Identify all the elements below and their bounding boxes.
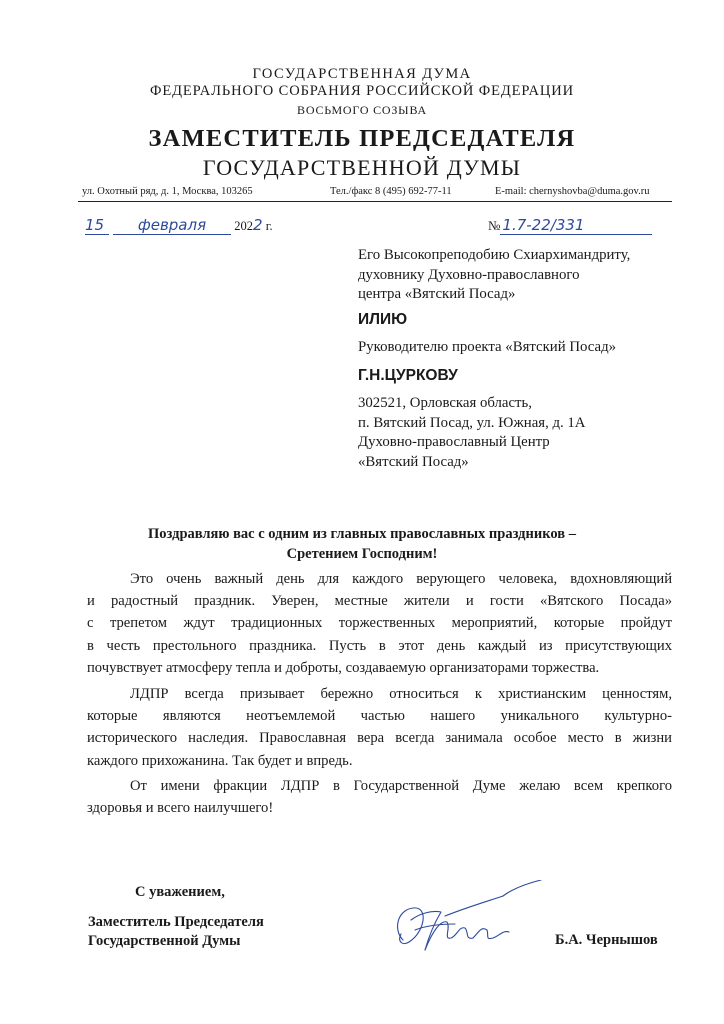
addressee-line: центра «Вятский Посад»	[358, 286, 516, 302]
postal-line: «Вятский Посад»	[358, 453, 469, 470]
closing-regards: С уважением,	[135, 884, 225, 900]
postal-address	[358, 394, 585, 472]
paragraph-line: здоровья и всего наилучшего!	[87, 800, 274, 817]
number-sign: №	[488, 218, 501, 233]
date-year-suffix: г.	[265, 219, 273, 233]
header-convocation: ВОСЬМОГО СОЗЫВА	[297, 103, 427, 117]
header-divider	[78, 201, 672, 202]
date-month: февраля	[113, 216, 231, 235]
contact-address: ул. Охотный ряд, д. 1, Москва, 103265	[82, 186, 253, 197]
paragraph-line: почувствует атмосферу тепла и доброты, создаваемую организаторами торжества.	[87, 659, 600, 676]
registration-date	[85, 216, 273, 235]
number-value: 1.7-22/331	[500, 216, 652, 235]
header-org-line2: ФЕДЕРАЛЬНОГО СОБРАНИЯ РОССИЙСКОЙ ФЕДЕРАЦИИ	[149, 83, 575, 99]
registration-number	[488, 216, 652, 235]
paragraph-line: с трепетом ждут традиционных торжественных мероприятий, которые пройдут	[87, 615, 672, 632]
addressee-block-1	[358, 246, 630, 305]
paragraph-line: каждого прихожанина. Так будет и впредь.	[87, 752, 353, 769]
signer-name: Б.А. Чернышов	[555, 932, 658, 948]
paragraph-line: Это очень важный день для каждого верующего человека, вдохновляющий	[130, 571, 672, 587]
addressee-line: Его Высокопреподобию Схиархимандриту,	[358, 247, 631, 263]
header-title: ЗАМЕСТИТЕЛЬ ПРЕДСЕДАТЕЛЯ	[148, 125, 576, 152]
paragraph-line: и радостный праздник. Уверен, местные жители и гости «Вятского Посада»	[87, 593, 672, 610]
paragraph-line: От имени фракции ЛДПР в Государственной Думе желаю всем крепкого	[130, 778, 672, 794]
salutation-line-2: Сретением Господним!	[286, 546, 438, 562]
addressee-role-2: Руководителю проекта «Вятский Посад»	[358, 339, 617, 355]
signer-position-line-2: Государственной Думы	[88, 933, 241, 949]
paragraph-line: исторического наследия. Православная вера всегда занимала особое место в жизни	[87, 730, 672, 747]
date-year-printed: 202	[234, 219, 253, 233]
addressee-name-2-text: Г.Н.ЦУРКОВУ	[358, 367, 458, 384]
postal-line: 302521, Орловская область,	[358, 395, 532, 411]
header-org-line1: ГОСУДАРСТВЕННАЯ ДУМА	[252, 66, 472, 82]
header-subtitle: ГОСУДАРСТВЕННОЙ ДУМЫ	[202, 155, 522, 180]
addressee-line: духовнику Духовно-православного	[358, 266, 580, 283]
body-paragraph-2	[87, 683, 672, 772]
contact-email: E-mail: chernyshovba@duma.gov.ru	[495, 186, 650, 197]
body-paragraph-3	[87, 775, 672, 819]
handwritten-signature	[385, 880, 545, 960]
contact-phone: Тел./факс 8 (495) 692-77-11	[330, 186, 452, 197]
addressee-name-1-text: ИЛИЮ	[358, 311, 408, 328]
paragraph-line: которые являются неотъемлемой частью нашего уникального культурно-	[87, 708, 672, 725]
postal-line: п. Вятский Посад, ул. Южная, д. 1А	[358, 414, 586, 431]
date-day: 15	[85, 216, 109, 235]
addressee-name-1	[358, 310, 407, 331]
salutation-line-1: Поздравляю вас с одним из главных православных праздников –	[148, 526, 576, 542]
date-year-handwritten: 2	[253, 216, 263, 234]
body-paragraph-1	[87, 568, 672, 679]
addressee-name-2	[358, 366, 458, 387]
postal-line: Духовно-православный Центр	[358, 434, 550, 450]
signer-position-line-1: Заместитель Председателя	[88, 914, 264, 930]
paragraph-line: ЛДПР всегда призывает бережно относиться к христианским ценностям,	[130, 686, 672, 702]
paragraph-line: в честь престольного праздника. Пусть в этот день каждый из присутствующих	[87, 637, 672, 654]
